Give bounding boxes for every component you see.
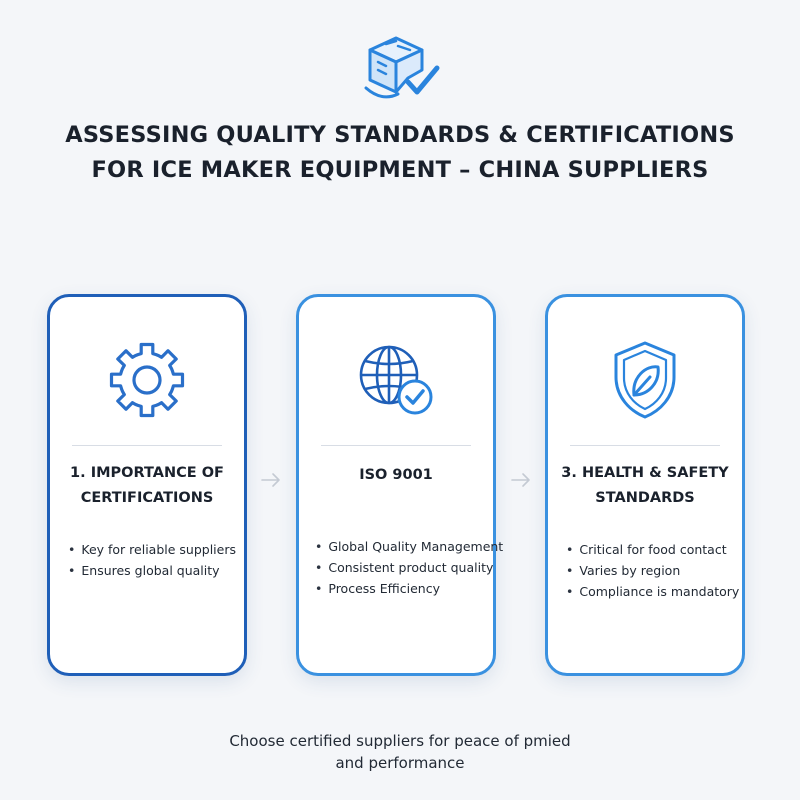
- page-title-line-1: ASSESSING QUALITY STANDARDS & CERTIFICATIONS: [65, 122, 735, 148]
- shield-leaf-icon: [602, 337, 688, 423]
- list-item: • Critical for food contact: [566, 539, 736, 560]
- card-title: [554, 461, 736, 511]
- list-item: • Compliance is mandatory: [566, 581, 736, 602]
- card-title-line-1: 1. IMPORTANCE OF: [70, 465, 224, 481]
- card-divider: [570, 445, 720, 446]
- list-item: • Ensures global quality: [68, 560, 238, 581]
- card-title-line-2: STANDARDS: [595, 490, 695, 506]
- card-health-and-safety: [545, 294, 745, 676]
- arrow-right-icon: [510, 472, 532, 488]
- list-item: • Process Efficiency: [315, 578, 487, 599]
- card-bullet-list: [566, 539, 740, 602]
- card-importance-of-certifications: [47, 294, 247, 676]
- list-item: • Consistent product quality: [315, 557, 487, 578]
- list-item: • Global Quality Management: [315, 536, 487, 557]
- list-item: • Varies by region: [566, 560, 736, 581]
- card-title: [56, 461, 238, 511]
- page-title: [0, 118, 800, 188]
- globe-check-icon: [353, 337, 439, 423]
- card-divider: [72, 445, 222, 446]
- card-title-line-1: 3. HEALTH & SAFETY: [561, 465, 729, 481]
- arrow-right-icon: [260, 472, 282, 488]
- footer-line-2: and performance: [335, 754, 465, 772]
- card-title-line-2: CERTIFICATIONS: [80, 490, 214, 506]
- list-item: • Key for reliable suppliers: [68, 539, 238, 560]
- page-title-line-2: FOR ICE MAKER EQUIPMENT – CHINA SUPPLIERS: [91, 157, 709, 183]
- card-iso-9001: [296, 294, 504, 676]
- card-bullet-list: [68, 539, 238, 581]
- gear-icon: [104, 337, 190, 423]
- card-title: [305, 463, 487, 488]
- footer-line-1: Choose certified suppliers for peace of pmied: [229, 732, 571, 750]
- footer-text: [0, 730, 800, 774]
- ice-cube-check-icon: [358, 32, 444, 106]
- card-title-line-1: ISO 9001: [359, 467, 433, 483]
- card-bullet-list: [315, 536, 504, 599]
- card-divider: [321, 445, 471, 446]
